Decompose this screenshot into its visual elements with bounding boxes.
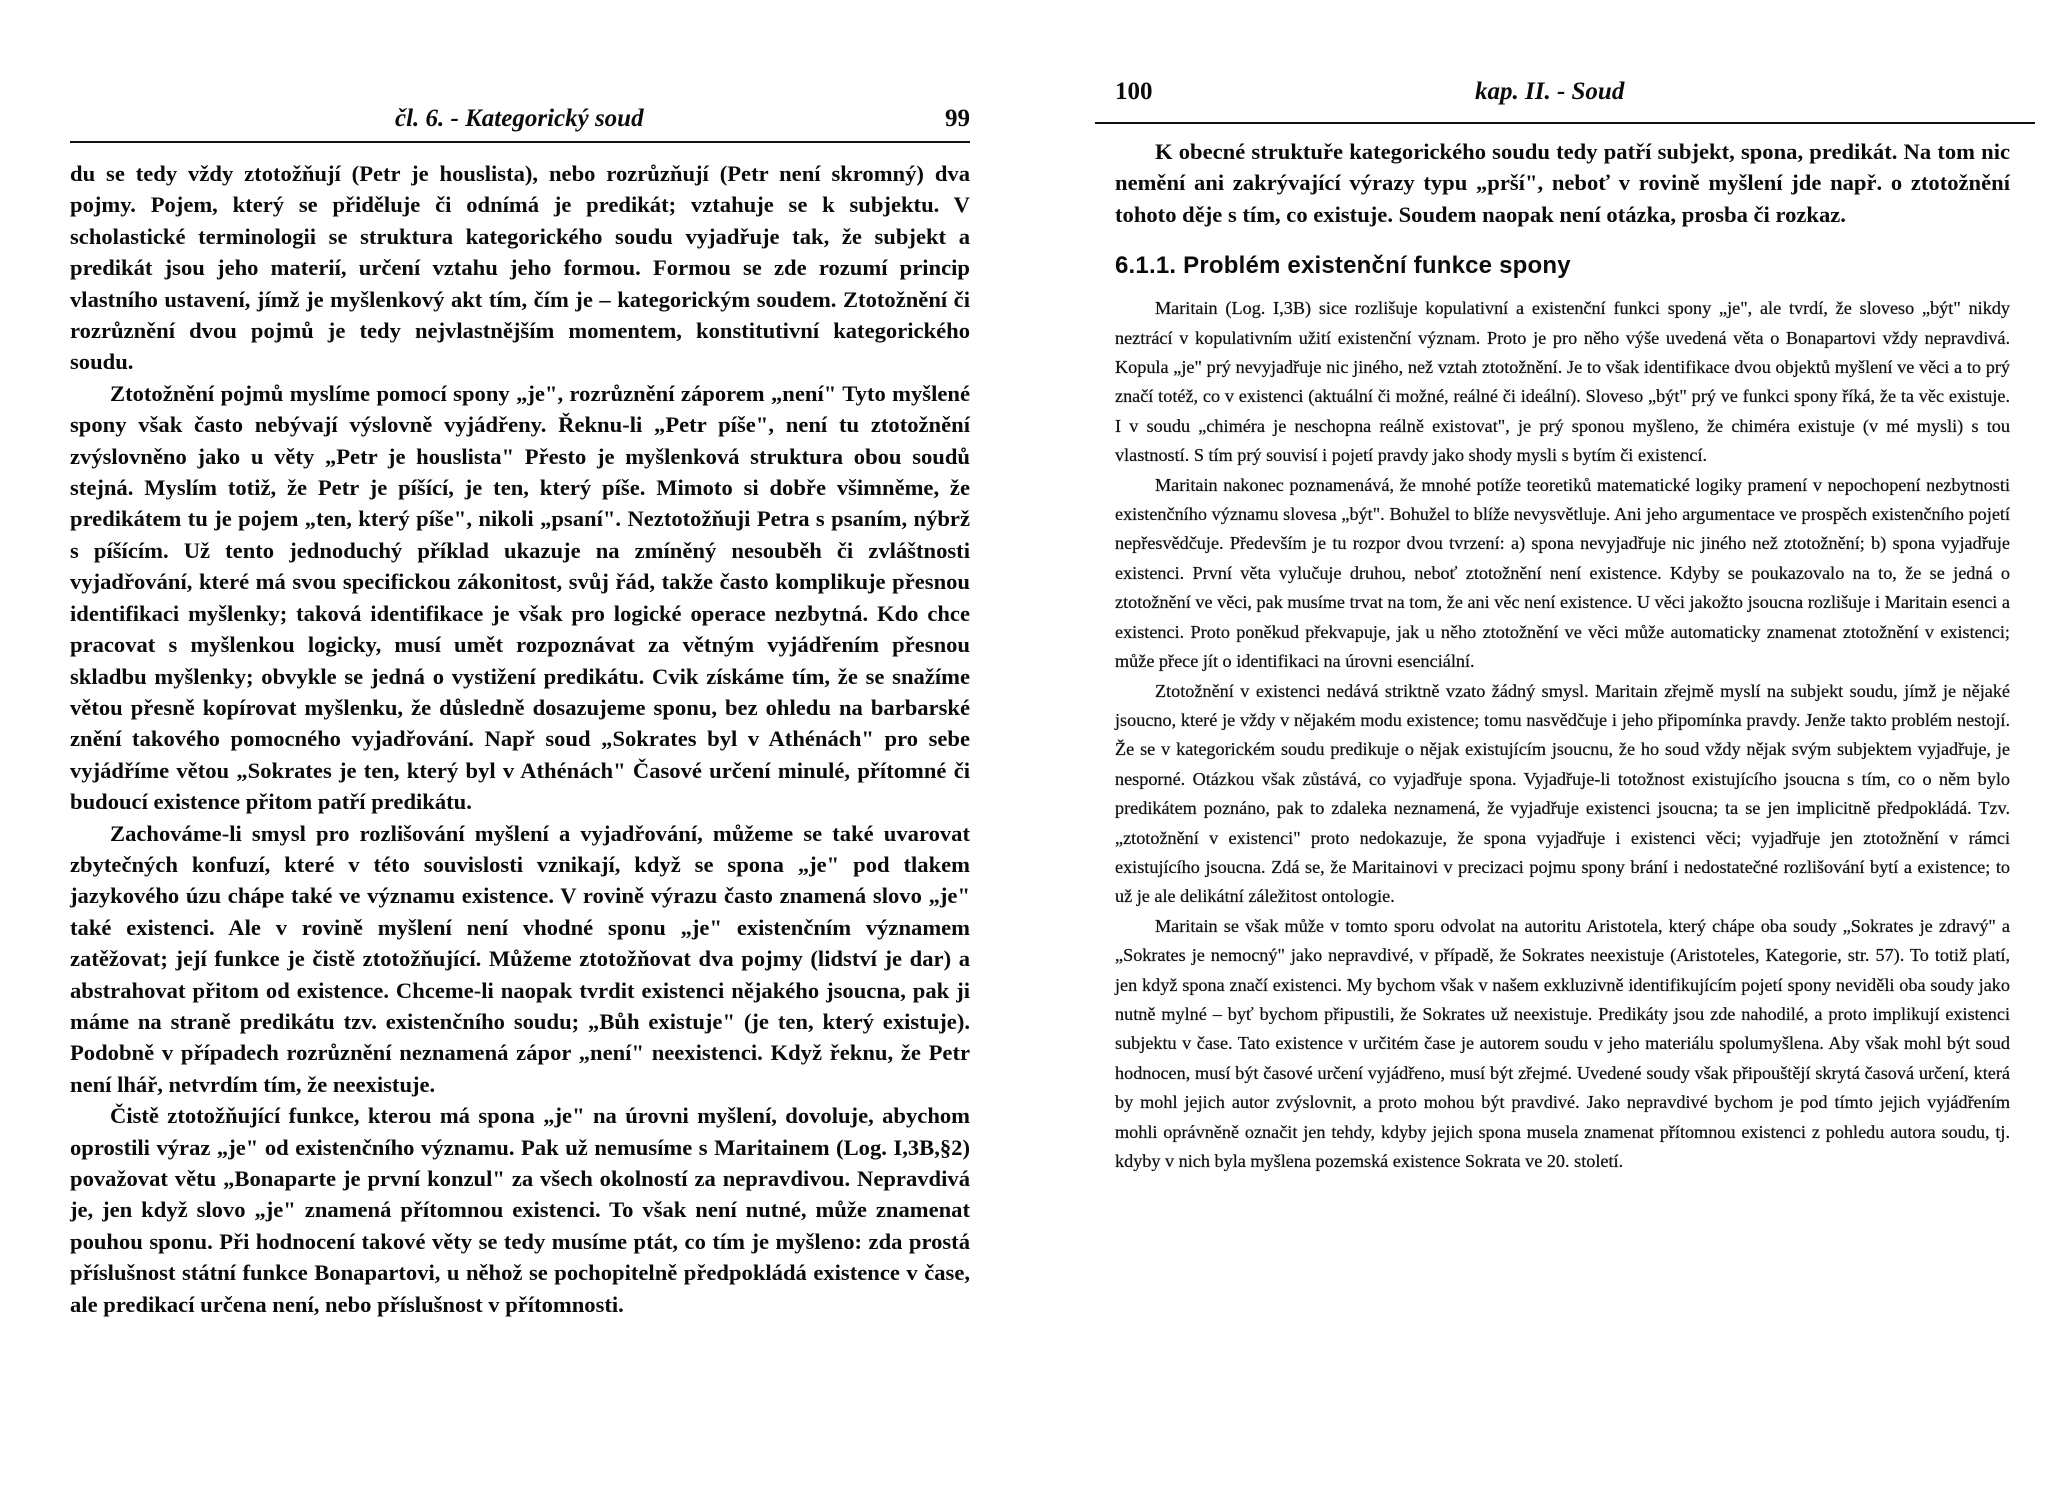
left-page-body: [70, 158, 970, 1320]
paragraph: Ztotožnění pojmů myslíme pomocí spony „je", rozrůznění záporem „není" Tyto myšlené spony však často nebývají výslovně vyjádřeny. Řeknu-li „Petr píše", není tu ztotožnění zvýslovněno jako u věty „Petr je houslista" Přesto je myšlenková struktura obou soudů stejná. Myslím totiž, že Petr je píšící, je ten, který píše. Mimoto si dobře všimněme, že predikátem tu je pojem „ten, který píše", nikoli „psaní". Neztotožňuji Petra s psaním, nýbrž s píšícím. Už tento jednoduchý příklad ukazuje na zmíněný nesouběh či zvláštnosti vyjadřování, které má svou specifickou zákonitost, svůj řád, takže často komplikuje přesnou identifikaci myšlenky; taková identifikace je však pro logické operace nezbytná. Kdo chce pracovat s myšlenkou logicky, musí umět rozpoznávat za větným vyjádřením přesnou skladbu myšlenky; obvykle se jedná o vystižení predikátu. Cvik získáme tím, že se snažíme větou přesně kopírovat myšlenku, že důsledně dosazujeme sponu, bez ohledu na barbarské znění takového pomocného vyjadřování. Např soud „Sokrates byl v Athénách" pro sebe vyjádříme větou „Sokrates je ten, který byl v Athénách" Časové určení minulé, přítomné či budoucí existence přitom patří predikátu.: [70, 380, 970, 815]
paragraph: Zachováme-li smysl pro rozlišování myšlení a vyjadřování, můžeme se také uvarovat zbytečných konfuzí, které v této souvislosti vznikají, když se spona „je" pod tlakem jazykového úzu chápe také ve významu existence. V rovině výrazu často znamená slovo „je" také existenci. Ale v rovině myšlení není vhodné sponu „je" existenčním významem zatěžovat; její funkce je čistě ztotožňující. Můžeme ztotožňovat dva pojmy (lidství je dar) a abstrahovat přitom od existence. Chceme-li naopak tvrdit existenci nějakého jsoucna, pak ji máme na straně predikátu tzv. existenčního soudu; „Bůh existuje" (je ten, který existuje). Podobně v případech rozrůznění neznamená zápor „není" neexistenci. Když řeknu, že Petr není lhář, netvrdím tím, že neexistuje.: [70, 820, 970, 1097]
left-page-header: [70, 105, 970, 143]
paragraph: Maritain se však může v tomto sporu odvolat na autoritu Aristotela, který chápe oba soudy „Sokrates je zdravý" a „Sokrates je nemocný" jako nepravdivé, v případě, že Sokrates neexistuje (Aristoteles, Kategorie, str. 57). To totiž platí, jen když spona značí existenci. My bychom však v našem exkluzivně identifikujícím pojetí spony neviděli oba soudy jako nutně mylné – byť bychom připustili, že Sokrates už neexistuje. Predikáty jsou zde nahodilé, a proto implikují existenci subjektu v čase. Tato existence v určitém čase je autorem soudu v jeho materiálu spolumyšlena. Aby však mohl být soud hodnocen, musí být časové určení vyjádřeno, musí být zřejmé. Uvedené soudy však připouštějí skrytá časová určení, která by mohl jejich autor zvýslovnit, a proto mohou být pravdivé. Jako nepravdivé bychom je pod tímto jejich vyjádřením mohli oprávněně označit jen tehdy, kdyby jejich spona musela znamenat přítomnou existenci z pohledu autora soudu, tj. kdyby v nich byla myšlena pozemská existence Sokrata ve 20. století.: [1115, 915, 2010, 1171]
page-number: 99: [945, 105, 970, 132]
running-head: čl. 6. - Kategorický soud: [395, 105, 644, 132]
section-heading: 6.1.1. Problém existenční funkce spony: [1115, 252, 1571, 280]
right-page-body: [1115, 136, 2010, 1176]
running-head: kap. II. - Soud: [1475, 78, 1625, 105]
paragraph: Maritain (Log. I,3B) sice rozlišuje kopulativní a existenční funkci spony „je", ale tvrdí, že sloveso „být" nikdy neztrácí v kopulativním užití existenční význam. Proto je pro něho výše uvedená věta o Bonapartovi vždy nepravdivá. Kopula „je" prý nevyjadřuje nic jiného, než vztah ztotožnění. Je to však identifikace dvou objektů myšlení ve věci a to prý značí totéž, co v existenci (aktuální či možné, reálné či ideální). Sloveso „být" prý ve funkci spony říká, že ta věc existuje. I v soudu „chiméra je neschopna reálně existovat", je prý sponou myšleno, že chiméra existuje (v mé mysli) s tou vlastností. S tím prý souvisí i pojetí pravdy jako shody mysli s bytím či existencí.: [1115, 298, 2010, 466]
paragraph: du se tedy vždy ztotožňují (Petr je houslista), nebo rozrůzňují (Petr není skromný) dva pojmy. Pojem, který se přiděluje či odnímá je predikát; vztahuje se k subjektu. V scholastické terminologii se struktura kategorického soudu vyjadřuje tak, že subjekt a predikát jsou jeho materií, určení vztahu jeho formou. Formou se zde rozumí princip vlastního ustavení, jímž je myšlenkový akt tím, čím je – kategorickým soudem. Ztotožnění či rozrůznění dvou pojmů je tedy nejvlastnějším momentem, konstitutivní kategorického soudu.: [70, 161, 970, 375]
page-number: 100: [1115, 78, 1153, 105]
paragraph: Čistě ztotožňující funkce, kterou má spona „je" na úrovni myšlení, dovoluje, abychom oprostili výraz „je" od existenčního významu. Pak už nemusíme s Maritainem (Log. I,3B,§2) považovat větu „Bonaparte je první konzul" za všech okolností za nepravdivou. Nepravdivá je, jen když slovo „je" znamená přítomnou existenci. To však není nutné, může znamenat pouhou sponu. Při hodnocení takové věty se tedy musíme ptát, co tím je myšleno: zda prostá příslušnost státní funkce Bonapartovi, u něhož se pochopitelně předpokládá existence v čase, ale predikací určena není, nebo příslušnost v přítomnosti.: [70, 1103, 970, 1317]
paragraph: Maritain nakonec poznamenává, že mnohé potíže teoretiků matematické logiky pramení v nepochopení nezbytnosti existenčního významu slovesa „být". Bohužel to blíže nevysvětluje. Ani jeho argumentace ve prospěch existenčního pojetí nepřesvědčuje. Především je tu rozpor dvou tvrzení: a) spona nevyjadřuje nic jiného než ztotožnění; b) spona vyjadřuje existenci. První věta vylučuje druhou, neboť ztotožnění není existence. Kdyby se poukazovalo na to, že se jedná o ztotožnění ve věci, pak musíme trvat na tom, že ani věc není existence. U věci jakožto jsoucna rozlišuje i Maritain esenci a existenci. Proto poněkud překvapuje, jak u něho ztotožnění ve věci může automaticky znamenat ztotožnění v existenci; může přece jít o identifikaci na úrovni esenciální.: [1115, 474, 2010, 672]
left-page: [70, 0, 970, 1500]
paragraph: K obecné struktuře kategorického soudu tedy patří subjekt, spona, predikát. Na tom nic nemění ani zakrývající výrazy typu „prší", neboť v rovině myšlení jde např. o ztotožnění tohoto děje s tím, co existuje. Soudem naopak není otázka, prosba či rozkaz.: [1115, 139, 2010, 227]
right-page: [1095, 0, 2010, 1500]
right-page-header: [1095, 78, 2035, 124]
paragraph: Ztotožnění v existenci nedává striktně vzato žádný smysl. Maritain zřejmě myslí na subjekt soudu, jímž je nějaké jsoucno, které je vždy v nějakém modu existence; tomu nasvědčuje i jeho připomínka pravdy. Jenže takto problém nestojí. Že se v kategorickém soudu predikuje o nějak existujícím jsoucnu, že ho soud vždy nějak svým subjektem vyjadřuje, je nesporné. Otázkou však zůstává, co vyjadřuje spona. Vyjadřuje-li totožnost existujícího jsoucna s tím, co o něm bylo predikátem poznáno, pak to zdaleka neznamená, že vyjadřuje existenci jsoucna; ta se jen implicitně předpokládá. Tzv. „ztotožnění v existenci" proto nedokazuje, že spona vyjadřuje i existenci věci; vyjadřuje jen ztotožnění v rámci existujícího jsoucna. Zdá se, že Maritainovi v precizaci pojmu spony brání i nedostatečné rozlišování bytí a existence; to už je ale delikátní záležitost ontologie.: [1115, 680, 2010, 907]
